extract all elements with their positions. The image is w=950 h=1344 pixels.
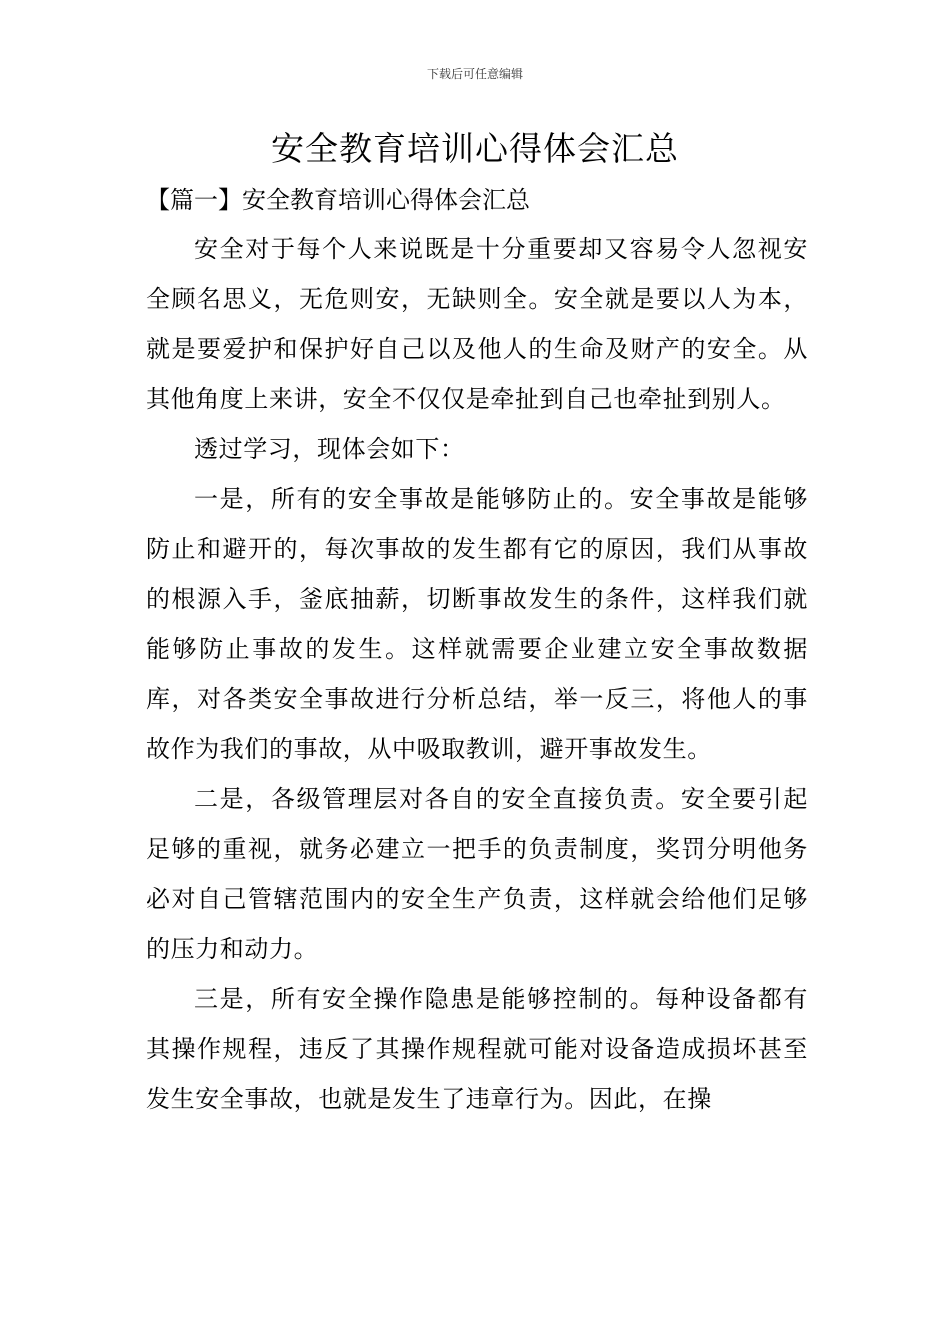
paragraph-intro: 安全对于每个人来说既是十分重要却又容易令人忽视安全顾名思义，无危则安，无缺则全。安全就是要以人为本，就是要爱护和保护好自己以及他人的生命及财产的安全。从其他角度上来讲，安全不仅仅是牵扯到自己也牵扯到别人。	[146, 235, 808, 413]
paragraph-point-two: 二是，各级管理层对各自的安全直接负责。安全要引起足够的重视，就务必建立一把手的负责制度，奖罚分明他务必对自己管辖范围内的安全生产负责，这样就会给他们足够的压力和动力。	[146, 785, 808, 963]
paragraph-point-three: 三是，所有安全操作隐患是能够控制的。每种设备都有其操作规程，违反了其操作规程就可能对设备造成损坏甚至发生安全事故，也就是发生了违章行为。因此，在操	[146, 985, 808, 1113]
document-title: 安全教育培训心得体会汇总	[271, 129, 679, 168]
header-note: 下载后可任意编辑	[426, 67, 523, 81]
paragraph-lead-in: 透过学习，现体会如下：	[194, 435, 465, 463]
paragraph-point-one: 一是，所有的安全事故是能够防止的。安全事故是能够防止和避开的，每次事故的发生都有它的原因，我们从事故的根源入手，釜底抽薪，切断事故发生的条件，这样我们就能够防止事故的发生。这样就需要企业建立安全事故数据库，对各类安全事故进行分析总结，举一反三，将他人的事故作为我们的事故，从中吸取教训，避开事故发生。	[146, 485, 808, 763]
section-heading: 【篇一】安全教育培训心得体会汇总	[146, 186, 530, 214]
body-text	[146, 224, 808, 1124]
